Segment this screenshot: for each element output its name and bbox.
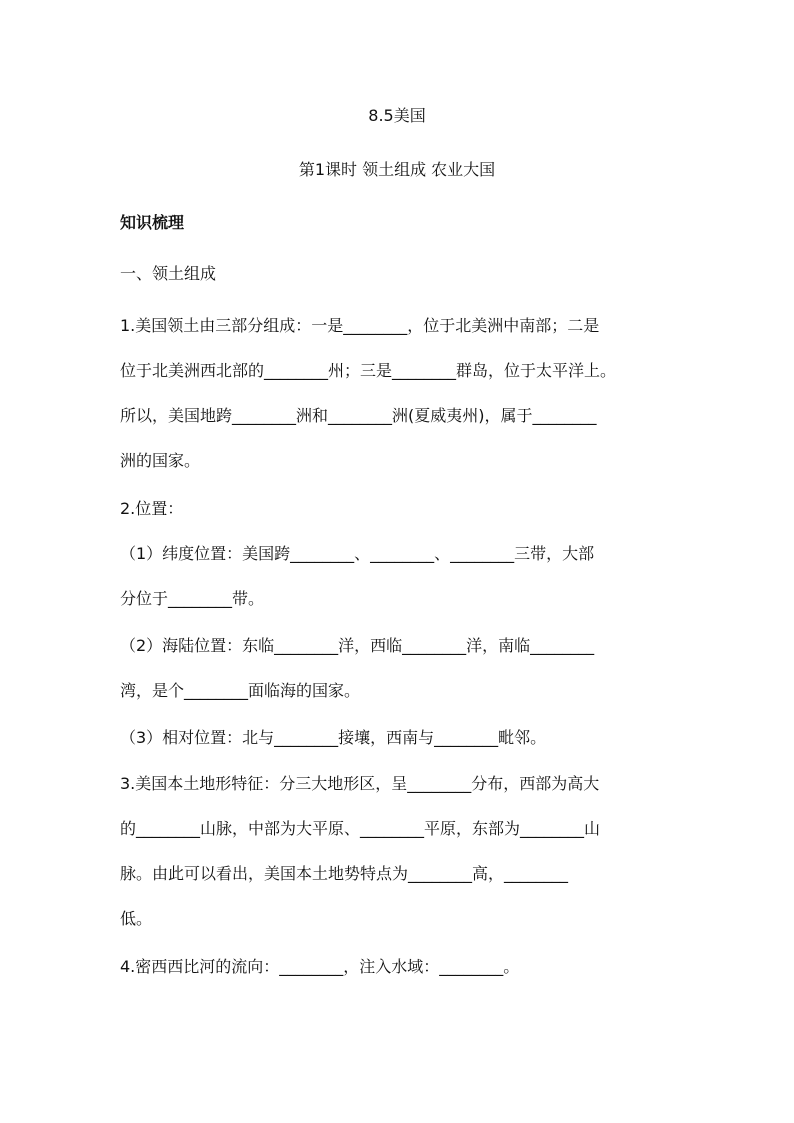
text-line: 2.位置： [120, 499, 184, 518]
text-line: 脉。由此可以看出，美国本土地势特点为________高，________ [120, 864, 569, 883]
item-latitude-position [120, 531, 678, 621]
text-line: （1）纬度位置：美国跨________、________、________三带，大部 [120, 544, 595, 563]
page-title: 8.5美国 [368, 106, 426, 125]
text-line: （3）相对位置：北与________接壤，西南与________毗邻。 [120, 728, 547, 747]
text-line: 湾，是个________面临海的国家。 [120, 681, 361, 700]
text-line: 位于北美洲西北部的________州；三是________群岛，位于太平洋上。 [120, 361, 617, 380]
item-relative-position [120, 715, 678, 760]
text-line: 1.美国领土由三部分组成：一是________，位于北美洲中南部；二是 [120, 316, 600, 335]
section-heading: 知识梳理 [120, 213, 185, 232]
text-line: 所以，美国地跨________洲和________洲(夏威夷州)，属于________ [120, 406, 597, 425]
page-subtitle: 第1课时 领土组成 农业大国 [298, 160, 496, 179]
item-land-sea-position [120, 623, 678, 713]
item-terrain-features [120, 761, 678, 941]
item-mississippi-river [120, 944, 678, 989]
item-territory-composition [120, 303, 678, 483]
subsection-title: 一、领土组成 [120, 264, 217, 283]
text-line: 的________山脉，中部为大平原、________平原，东部为________山 [120, 819, 601, 838]
text-line: 低。 [120, 909, 153, 928]
text-line: （2）海陆位置：东临________洋，西临________洋，南临________ [120, 636, 595, 655]
text-line: 3.美国本土地形特征：分三大地形区，呈________分布，西部为高大 [120, 774, 600, 793]
text-line: 4.密西西比河的流向：________，注入水域：________。 [120, 957, 520, 976]
item-location [120, 486, 678, 531]
text-line: 洲的国家。 [120, 451, 201, 470]
text-line: 分位于________带。 [120, 589, 265, 608]
